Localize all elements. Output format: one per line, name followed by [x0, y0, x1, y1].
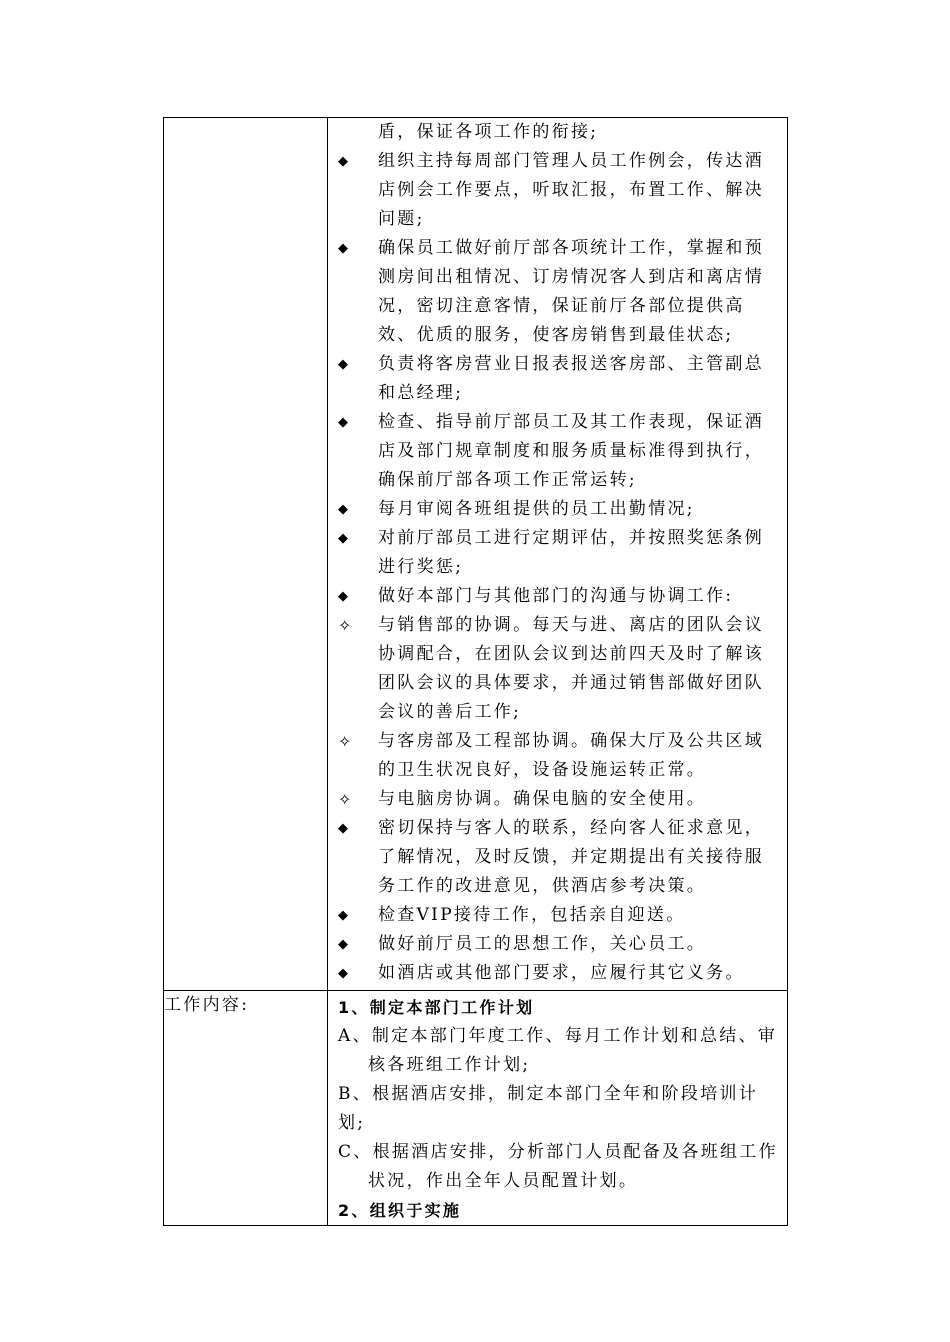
duty-line: 确保员工做好前厅部各项统计工作，掌握和预	[378, 238, 764, 258]
duty-line: 与客房部及工程部协调。确保大厅及公共区域	[378, 731, 764, 751]
work-content-cell	[328, 991, 788, 1226]
diamond-bullet-icon: ◆	[338, 415, 348, 430]
duty-line: 如酒店或其他部门要求，应履行其它义务。	[378, 963, 745, 983]
duty-line: 检查、指导前厅部员工及其工作表现，保证酒	[378, 412, 764, 432]
duty-line: 负责将客房营业日报表报送客房部、主管副总	[378, 354, 764, 374]
diamond-bullet-icon: ◆	[338, 908, 348, 923]
work-content-row	[164, 991, 788, 1226]
duty-item	[338, 234, 775, 350]
duty-line: 务工作的改进意见，供酒店参考决策。	[378, 876, 707, 896]
continued-line: 盾，保证各项工作的衔接;	[378, 122, 599, 142]
duty-item	[338, 611, 775, 727]
work-item-continuation: 核各班组工作计划;	[368, 1055, 531, 1075]
section-1-title: 1、制定本部门工作计划	[338, 998, 535, 1017]
duty-item	[338, 930, 775, 959]
work-item-continuation: 状况，作出全年人员配置计划。	[368, 1171, 639, 1191]
duty-item	[338, 147, 775, 234]
duty-line: 组织主持每周部门管理人员工作例会，传达酒	[378, 151, 764, 171]
duty-line: 况，密切注意客情，保证前厅各部位提供高	[378, 296, 745, 316]
work-item-line: B、根据酒店安排，制定本部门全年和阶段培训计	[338, 1084, 759, 1104]
duties-cell	[328, 118, 788, 991]
duty-line: 店例会工作要点，听取汇报，布置工作、解决	[378, 180, 764, 200]
duty-item	[338, 901, 775, 930]
duty-line: 团队会议的具体要求，并通过销售部做好团队	[378, 673, 764, 693]
duty-line: 与销售部的协调。每天与进、离店的团队会议	[378, 615, 764, 635]
duty-line: 检查VIP接待工作，包括亲自迎送。	[378, 905, 686, 925]
hollow-star-bullet-icon: ✧	[338, 616, 352, 635]
duty-item	[338, 524, 775, 582]
duties-row	[164, 118, 788, 991]
duty-line: 店及部门规章制度和服务质量标准得到执行，	[378, 441, 764, 461]
work-content-label-cell	[164, 991, 328, 1226]
duty-line: 对前厅部员工进行定期评估，并按照奖惩条例	[378, 528, 764, 548]
duty-line: 每月审阅各班组提供的员工出勤情况;	[378, 499, 695, 519]
work-item	[338, 1022, 778, 1080]
section-2-title: 2、组织于实施	[338, 1201, 462, 1220]
hollow-star-bullet-icon: ✧	[338, 732, 352, 751]
duty-line: 与电脑房协调。确保电脑的安全使用。	[378, 789, 707, 809]
diamond-bullet-icon: ◆	[338, 531, 348, 546]
duty-line: 测房间出租情况、订房情况客人到店和离店情	[378, 267, 764, 287]
row-label-cell-empty	[164, 118, 328, 991]
duty-line: 密切保持与客人的联系，经向客人征求意见，	[378, 818, 764, 838]
diamond-bullet-icon: ◆	[338, 589, 348, 604]
duty-line: 了解情况，及时反馈，并定期提出有关接待服	[378, 847, 764, 867]
duty-line: 的卫生状况良好，设备设施运转正常。	[378, 760, 707, 780]
duty-item	[338, 959, 775, 988]
duty-item	[338, 408, 775, 495]
diamond-bullet-icon: ◆	[338, 502, 348, 517]
continued-text	[338, 118, 775, 147]
duty-item	[338, 785, 775, 814]
duty-item	[338, 350, 775, 408]
duty-item	[338, 495, 775, 524]
duty-line: 协调配合，在团队会议到达前四天及时了解该	[378, 644, 764, 664]
job-description-table	[163, 117, 788, 1226]
duty-item	[338, 814, 775, 901]
duty-line: 做好本部门与其他部门的沟通与协调工作:	[378, 586, 734, 606]
diamond-bullet-icon: ◆	[338, 241, 348, 256]
work-item-line: A、制定本部门年度工作、每月工作计划和总结、审	[338, 1026, 778, 1046]
work-item-continuation: 划;	[338, 1113, 366, 1133]
duty-line: 进行奖惩;	[378, 557, 464, 577]
duty-line: 和总经理;	[378, 383, 464, 403]
work-items-list	[338, 1022, 778, 1196]
diamond-bullet-icon: ◆	[338, 937, 348, 952]
work-content-label: 工作内容:	[164, 995, 250, 1015]
duty-line: 问题;	[378, 209, 425, 229]
work-item	[338, 1138, 778, 1196]
hollow-star-bullet-icon: ✧	[338, 790, 352, 809]
work-item-line: C、根据酒店安排，分析部门人员配备及各班组工作	[338, 1142, 778, 1162]
work-item	[338, 1080, 775, 1138]
diamond-bullet-icon: ◆	[338, 357, 348, 372]
duty-line: 做好前厅员工的思想工作，关心员工。	[378, 934, 707, 954]
duty-item	[338, 582, 775, 611]
duty-line: 确保前厅部各项工作正常运转;	[378, 470, 637, 490]
diamond-bullet-icon: ◆	[338, 966, 348, 981]
duty-line: 效、优质的服务，使客房销售到最佳状态;	[378, 325, 734, 345]
duty-line: 会议的善后工作;	[378, 702, 522, 722]
duty-item	[338, 727, 775, 785]
diamond-bullet-icon: ◆	[338, 154, 348, 169]
diamond-bullet-icon: ◆	[338, 821, 348, 836]
